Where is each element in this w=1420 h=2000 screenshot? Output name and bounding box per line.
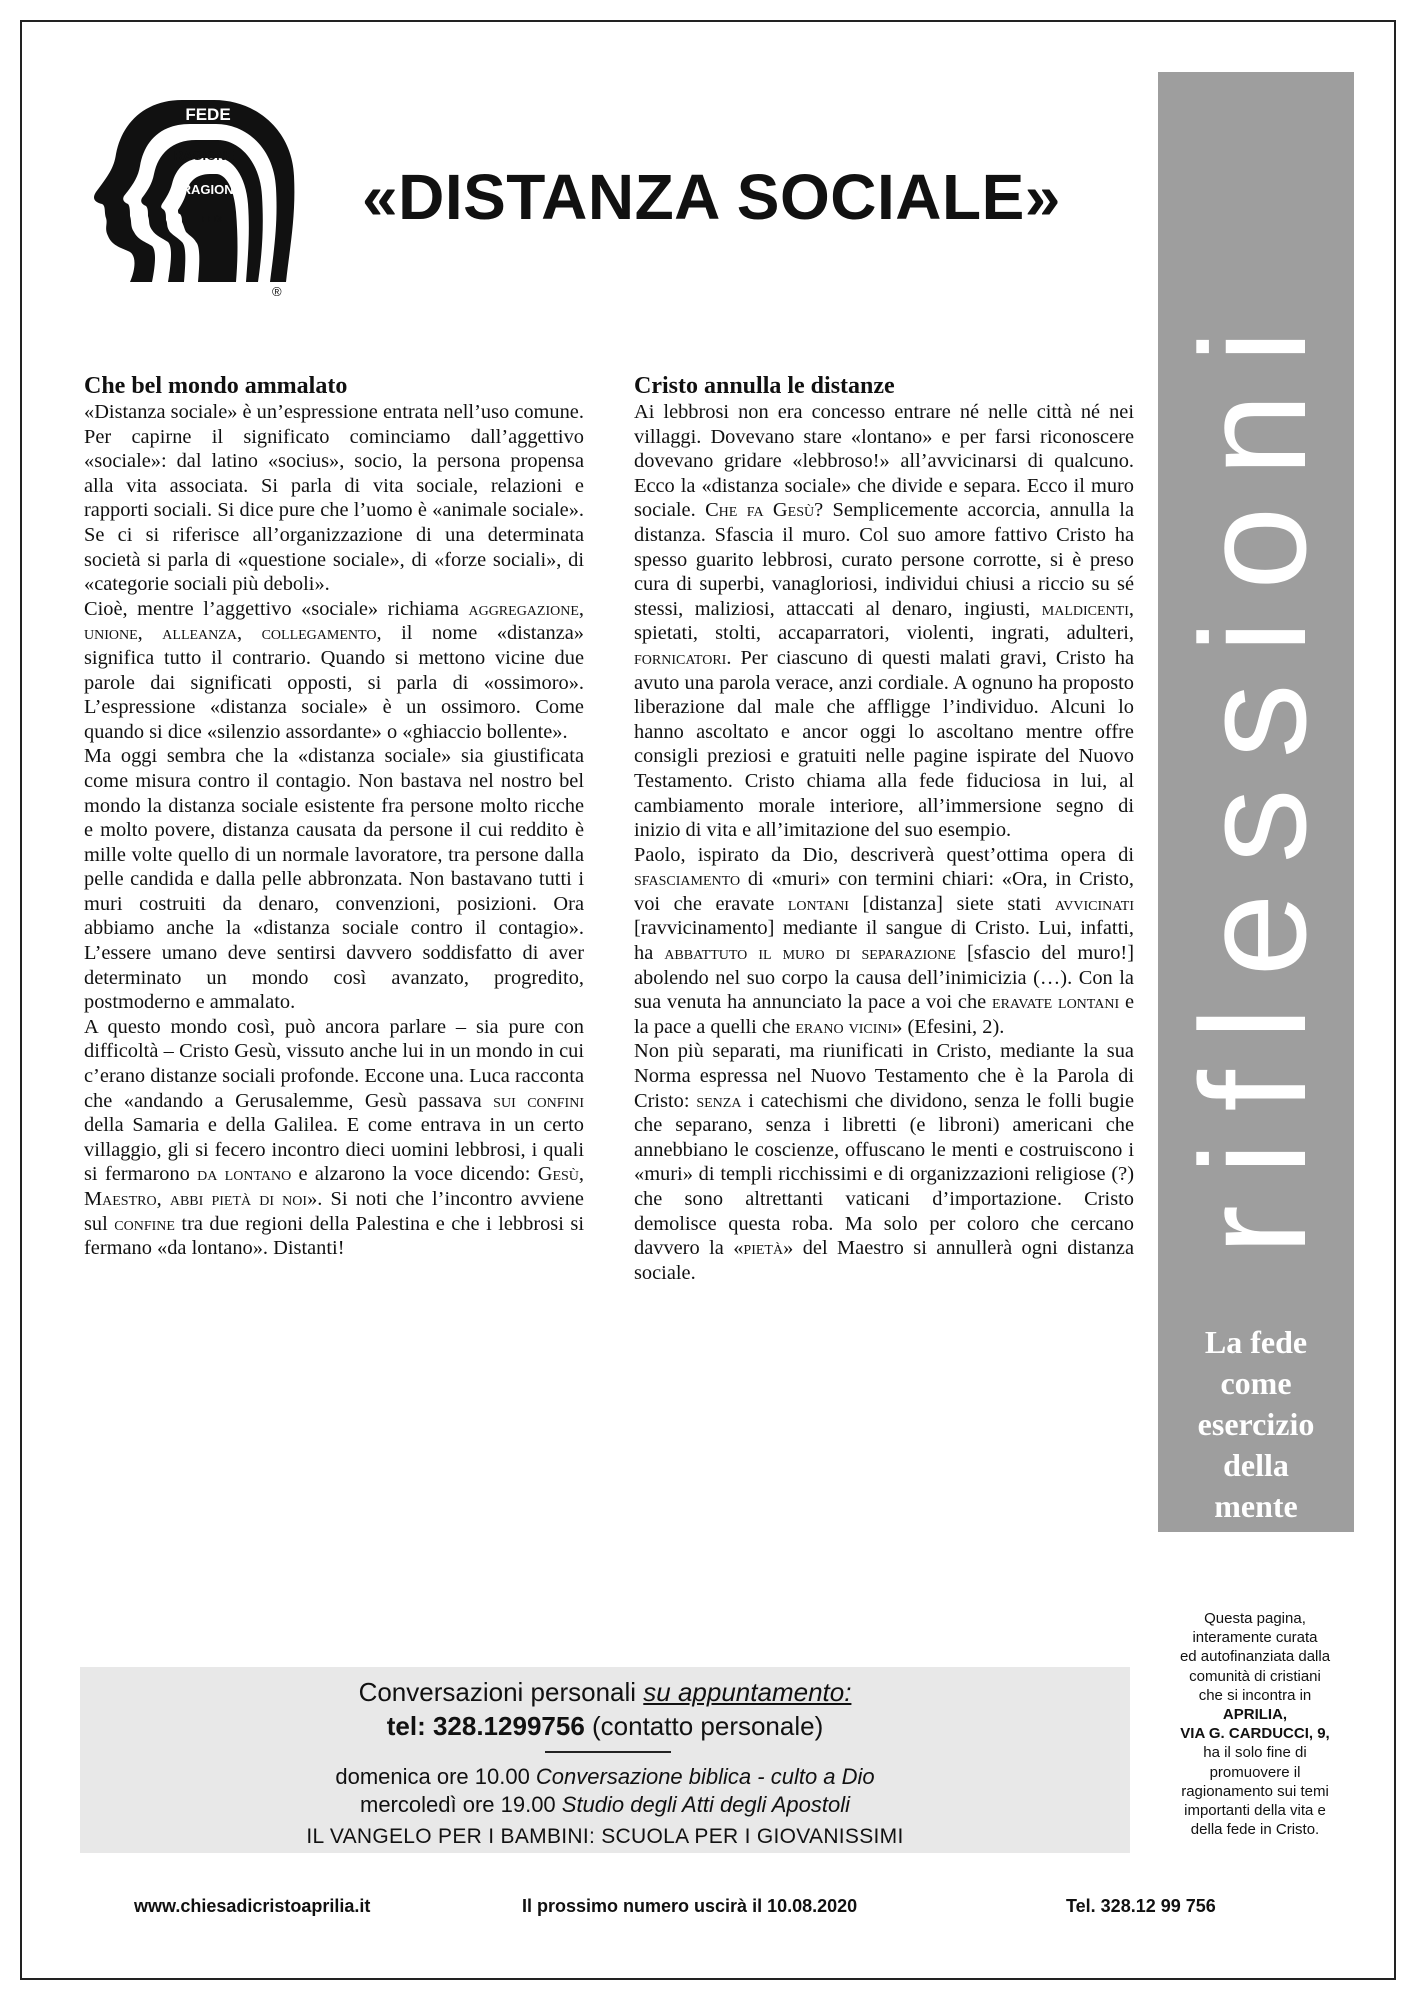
sidenote-line: che si incontra in <box>1198 1686 1312 1704</box>
contact-info-box <box>80 1667 1130 1853</box>
left-article-column <box>84 372 584 1261</box>
logo-text-fede-bottom: FEDE <box>201 214 227 224</box>
sidenote-community-info <box>1152 1609 1358 1839</box>
right-article-column <box>634 372 1134 1285</box>
sidebar-motto <box>1158 1322 1354 1527</box>
appointment-line: Conversazioni personali su appuntamento: <box>358 1677 852 1707</box>
sidenote-line: interamente curata <box>1192 1629 1318 1647</box>
left-paragraph-2: Per capirne il significato cominciamo dall’aggettivo «sociale»: dal latino «socius», socio, la persona propensa alla vita associata. Si parla di vita sociale, relazioni e rapporti sociali. Si dice pure che l’uomo è «animale sociale». Se ci si riferisce all’organizzazione di una determinata società si parla di «questione sociale», di «forze sociali», di «categorie sociali più deboli». <box>84 425 584 596</box>
page-title: «DISTANZA SOCIALE» <box>362 161 1061 233</box>
sidenote-line: della fede in Cristo. <box>1190 1821 1320 1839</box>
divider <box>545 1751 671 1753</box>
right-paragraph-2: Paolo, ispirato da Dio, descriverà quest’ottima opera di sfasciamento di «muri» con termini chiari: «Ora, in Cristo, voi che eravate lontani [distanza] siete stati avvicinati [ravvicinamento] mediante il sangue di Cristo. Lui, infatti, ha abbattuto il muro di separazione [sfascio del muro!] abolendo nel suo corpo la causa dell’inimicizia (…). Con la sua venuta ha annunciato la pace a voi che eravate lontani e la pace a quelli che erano vicini» (Efesini, 2). <box>634 843 1134 1038</box>
sidenote-line: ed autofinanziata dalla <box>1179 1648 1331 1666</box>
sidenote-address: VIA G. CARDUCCI, 9, <box>1180 1725 1330 1743</box>
wednesday-schedule: mercoledì ore 19.00 Studio degli Atti degli Apostoli <box>360 1792 850 1817</box>
sidenote-line: ha il solo fine di <box>1203 1744 1307 1762</box>
logo-text-ragione-1: RAGIONE <box>173 148 235 163</box>
footer-next-issue: Il prossimo numero uscirà il 10.08.2020 <box>522 1896 858 1916</box>
sidenote-line: importanti della vita e <box>1184 1802 1326 1820</box>
right-article-heading: Cristo annulla le distanze <box>634 373 895 399</box>
motto-line: della <box>1223 1447 1289 1483</box>
logo-text-ragione-2: RAGIONE <box>181 182 243 197</box>
sidenote-line: Questa pagina, <box>1204 1610 1306 1627</box>
left-paragraph-5: A questo mondo così, può ancora parlare – sia pure con difficoltà – Cristo Gesù, vissuto anche lui in un mondo in cui c’erano distanze sociali profonde. Eccone una. Luca racconta che «andando a Gerusalemme, Gesù passava sui confini della Samaria e della Galilea. E come entrava in un certo villaggio, gli si fecero incontro dieci uomini lebbrosi, i quali si fermarono da lontano e alzarono la voce dicendo: Gesù, Maestro, abbi pietà di noi». Si noti che l’incontro avviene sul confine tra due regioni della Palestina e che i lebbrosi si fermano «da lontano». Distanti! <box>84 1015 585 1260</box>
motto-line: come <box>1220 1365 1292 1401</box>
left-paragraph-4: Ma oggi sembra che la «distanza sociale» sia giustificata come misura contro il contagio. Non bastava nel nostro bel mondo la distanza sociale esistente fra persone molto ricche e molto povere, distanza causata da persone il cui reddito è mille volte quello di un normale lavoratore, tra persone dalla pelle candida e dalla pelle abbronzata. Non bastavano tutti i muri costruiti da denaro, convenzioni, posizioni. Ora abbiamo anche la «distanza sociale contro il contagio». L’essere umano deve sentirsi davvero soddisfatto di aver determinato un mondo così avanzato, progredito, postmoderno e ammalato. <box>84 745 584 1014</box>
children-school-line: IL VANGELO PER I BAMBINI: SCUOLA PER I GIOVANISSIMI <box>306 1825 904 1848</box>
sidenote-line: comunità di cristiani <box>1189 1667 1321 1685</box>
motto-line: mente <box>1214 1488 1298 1524</box>
right-paragraph-3: Non più separati, ma riunificati in Cristo, mediante la sua Norma espressa nel Nuovo Testamento che è la Parola di Cristo: senza i catechismi che dividono, senza le folli bugie che separano, senza i libretti (e libroni) americani che annebbiano le coscienze, offuscano le menti e costruiscono i «muri» di templi ricchissimi e di organizzazioni religiose (?) che sono altrettanti vaticani d’importazione. Cristo demolisce questa roba. Ma solo per coloro che cercano davvero la «pietà» del Maestro si annullerà ogni distanza sociale. <box>634 1040 1135 1284</box>
right-paragraph-1: Ai lebbrosi non era concesso entrare né nelle città né nei villaggi. Dovevano stare «lontano» e per farsi riconoscere dovevano gridare «lebbroso!» all’avvicinarsi di qualcuno. Ecco la «distanza sociale» che divide e separa. Ecco il muro sociale. Che fa Gesù? Semplicemente accorcia, annulla la distanza. Sfascia il muro. Col suo amore fattivo Cristo ha spesso guarito lebbrosi, curato persone corrotte, si è preso cura di superbi, vanagloriosi, individui chiusi a riccio su sé stessi, maliziosi, attaccati al denaro, ingiusti, maldicenti, spietati, stolti, accaparratori, violenti, ingrati, adulteri, fornicatori. Per ciascuno di questi malati gravi, Cristo ha avuto una parola verace, anzi cordiale. A ognuno ha proposto liberazione dal male che affligge l’individuo. Alcuni lo hanno ascoltato e ancor oggi lo ascoltano mentre offre consigli preziosi e gratuiti nelle pagine ispirate del Nuovo Testamento. Cristo chiama alla fede fiduciosa in lui, al cambiamento morale interiore, all’immersione segno di inizio di vita e all’imitazione del suo esempio. <box>634 401 1135 842</box>
left-article-heading: Che bel mondo ammalato <box>84 373 348 399</box>
footer-website-link[interactable]: www.chiesadicristoaprilia.it <box>134 1896 371 1916</box>
motto-line: La fede <box>1204 1324 1308 1360</box>
logo-registered-mark: ® <box>272 284 282 296</box>
sunday-schedule: domenica ore 10.00 Conversazione biblica - culto a Dio <box>335 1764 875 1789</box>
sidenote-city: APRILIA, <box>1222 1706 1288 1724</box>
phone-line: tel: 328.1299756 (contatto personale) <box>386 1711 824 1741</box>
left-paragraph-1: «Distanza sociale» è un’espressione entrata nell’uso comune. <box>84 401 584 423</box>
left-paragraph-3: Cioè, mentre l’aggettivo «sociale» richiama aggregazione, unione, alleanza, collegamento, il nome «distanza» significa tutto il contrario. Quando si mettono vicine due parole dai significati opposti, si parla di «ossimoro». L’espressione «distanza sociale» è un ossimoro. Come quando si dice «silenzio assordante» o «ghiaccio bollente». <box>84 597 584 743</box>
fede-ragione-logo <box>86 96 306 296</box>
sidebar-vertical-title: riflessioni <box>1169 299 1337 1255</box>
logo-text-fede-top: FEDE <box>185 105 231 124</box>
footer-phone: Tel. 328.12 99 756 <box>1066 1896 1216 1916</box>
sidenote-line: promuovere il <box>1209 1763 1301 1781</box>
sidenote-line: ragionamento sui temi <box>1181 1782 1329 1800</box>
motto-line: esercizio <box>1197 1406 1315 1442</box>
